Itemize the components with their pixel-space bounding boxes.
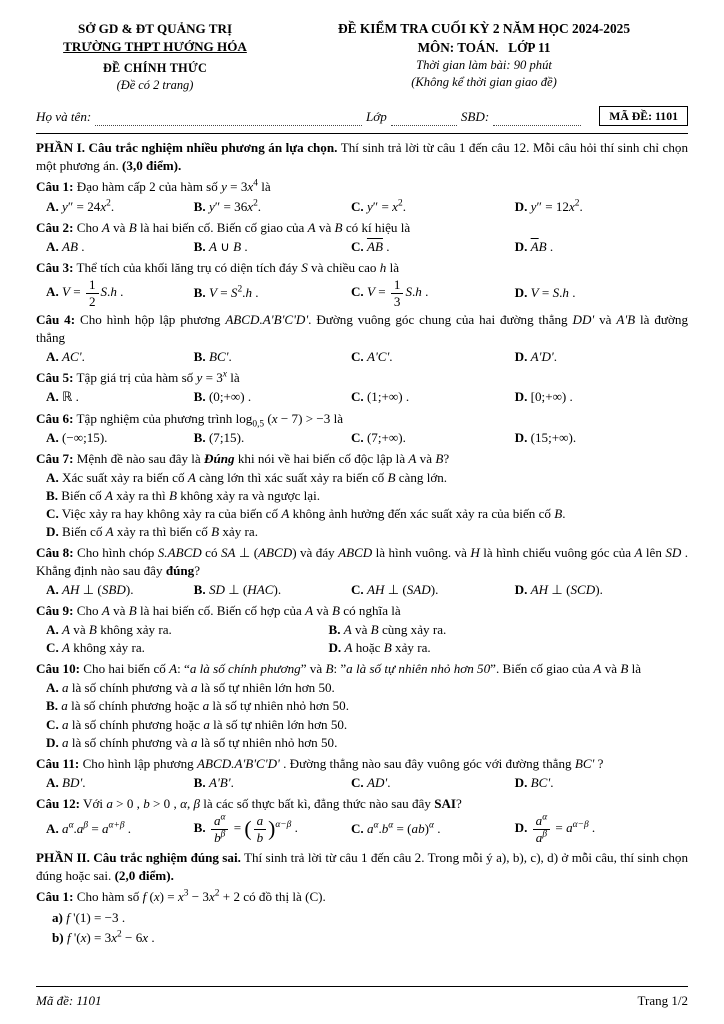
answer-option: C. A'C'.: [350, 349, 393, 365]
answer-option: B. SD ⊥ (HAC).: [193, 582, 282, 598]
options-row: [36, 469, 688, 541]
class-label: Lớp: [365, 109, 387, 125]
question: [36, 602, 688, 657]
answer-option: A. (−∞;15).: [46, 429, 108, 445]
question-number: Câu 7:: [36, 450, 74, 466]
options-row: [36, 814, 688, 844]
answer-option: C. A không xảy ra.: [46, 640, 145, 656]
question: [36, 369, 688, 406]
part2-points: (2,0 điểm).: [114, 868, 174, 884]
duration-line: Thời gian làm bài: 90 phút: [416, 57, 552, 72]
footer-exam-code: Mã đề: 1101: [36, 993, 102, 1009]
question-stem: Câu 12: Với a > 0 , b > 0 , α, β là các số thực bất kì, đẳng thức nào sau đây SAI?: [36, 795, 462, 811]
exam-code-box: MÃ ĐỀ: 1101: [599, 106, 688, 126]
answer-option: B. A ∪ B .: [193, 238, 248, 254]
question-number: Câu 6:: [36, 410, 74, 426]
options-row: [36, 278, 688, 308]
subject-line: MÔN: TOÁN. LỚP 11: [417, 39, 551, 55]
question-number: Câu 4:: [36, 312, 76, 328]
options-row: [36, 621, 688, 657]
answer-option: C. AD'.: [350, 774, 391, 790]
question-number: Câu 2:: [36, 219, 74, 235]
question: [36, 259, 688, 309]
answer-option: B. a là số chính phương hoặc a là số tự nhiên nhỏ hơn 50.: [46, 698, 349, 714]
question-number: Câu 11:: [36, 755, 80, 771]
question: [36, 544, 688, 599]
school-name: TRƯỜNG THPT HƯỚNG HÓA: [63, 39, 247, 55]
part2-questions: [36, 888, 688, 946]
duration-note: (Không kể thời gian giao đề): [411, 75, 557, 90]
answer-option: B. $V = S^2.h$ .: [193, 284, 259, 300]
answer-option: D. A hoặc B xảy ra.: [328, 640, 431, 656]
page-footer: [36, 986, 688, 1010]
answer-option: B. $\frac{a^\alpha}{b^\beta}$ = ( $\frac{a}{b}$ )$^{\alpha-\beta}$ .: [193, 812, 298, 845]
answer-option: C. $a^\alpha.b^\alpha = (ab)^\alpha$ .: [350, 820, 441, 837]
question-stem: Câu 6: Tập nghiệm của phương trình $\log_{0,5} (x - 7) > -3$ là: [36, 410, 344, 430]
part1-questions: [36, 178, 688, 844]
question-stem: Câu 5: Tập giá trị của hàm số $y = 3^x$ là: [36, 370, 240, 386]
answer-option: C. (1;+∞) .: [350, 389, 410, 405]
class-fill-line: [391, 112, 457, 126]
header-right-block: [280, 20, 688, 94]
options-row: [36, 388, 688, 406]
page-count-note: (Đề có 2 trang): [116, 77, 194, 92]
question-stem: Câu 1: Đạo hàm cấp 2 của hàm số $y = 3x^4$ là: [36, 179, 271, 195]
answer-option: B. A và B cùng xảy ra.: [328, 622, 447, 638]
part1-points: (3,0 điểm).: [122, 158, 182, 174]
question-number: Câu 1:: [36, 179, 74, 195]
options-row: [36, 429, 688, 447]
question-number: Câu 10:: [36, 661, 81, 677]
answer-option: B. $y'' = 36x^2$.: [193, 198, 262, 214]
question-stem: Câu 4: Cho hình hộp lập phương ABCD.A'B'C'D'. Đường vuông góc chung của hai đường thẳng DD' và A'B là đường thẳng: [36, 312, 688, 346]
question-stem: Câu 10: Cho hai biến cố A: “a là số chính phương” và B: ”a là số tự nhiên nhỏ hơn 50”. Biến cố giao của A và B là: [36, 661, 642, 677]
answer-option: C. Việc xảy ra hay không xảy ra của biến cố A không ảnh hưởng đến xác suất xảy ra của biến cố B.: [46, 505, 566, 521]
question-number: Câu 3:: [36, 259, 74, 275]
sbd-label: SBD:: [460, 109, 490, 125]
question-stem: Câu 2: Cho A và B là hai biến cố. Biến cố giao của A và B có kí hiệu là: [36, 219, 411, 235]
question-number: Câu 9:: [36, 603, 74, 619]
question-stem: Câu 3: Thể tích của khối lăng trụ có diện tích đáy S và chiều cao h là: [36, 259, 400, 275]
answer-option: A. AC'.: [46, 349, 85, 365]
answer-option: B. (0;+∞) .: [193, 389, 252, 405]
part2-header: [36, 849, 688, 885]
statement-item: b) f '$(x) = 3x^2 - 6x$ .: [52, 929, 155, 945]
answer-option: B. Biến cố A xảy ra thì B không xảy ra và ngược lại.: [46, 487, 321, 503]
options-row: [36, 774, 688, 792]
options-row: [36, 348, 688, 366]
question-stem: Câu 8: Cho hình chóp S.ABCD có SA ⊥ (ABCD) và đáy ABCD là hình vuông. và H là hình chiếu vuông góc của A lên SD . Khẳng định nào sau đây đúng?: [36, 544, 689, 579]
answer-option: D. V = S.h .: [514, 284, 576, 300]
question: [36, 795, 688, 845]
answer-option: C. $\overline{AB}$ .: [350, 238, 390, 254]
answer-option: A. V = $\frac{1}{2}$ S.h .: [46, 276, 124, 309]
answer-option: A. BD'.: [46, 774, 86, 790]
answer-option: D. Biến cố A xảy ra thì biến cố B xảy ra.: [46, 523, 259, 539]
answer-option: D. $\overline{A}B$ .: [514, 238, 554, 254]
answer-option: A. $y'' = 24x^2$.: [46, 198, 115, 214]
part2-desc: Thí sinh trả lời từ câu 1 đến câu 2. Trong mỗi ý a), b), c), d) ở mỗi câu, thí sinh chọn đúng hoặc sai.: [36, 850, 688, 884]
answer-option: B. A'B'.: [193, 774, 234, 790]
options-row: [36, 581, 688, 599]
question: [36, 888, 688, 946]
sbd-fill-line: [493, 112, 581, 126]
question-number: Câu 12:: [36, 795, 81, 811]
answer-option: D. BC'.: [514, 774, 554, 790]
part1-desc: Thí sinh trả lời từ câu 1 đến câu 12. Mỗi câu hỏi thí sinh chỉ chọn một phương án.: [36, 140, 688, 174]
question-stem: Câu 7: Mệnh đề nào sau đây là Đúng khi nói về hai biến cố độc lập là A và B?: [36, 450, 450, 466]
answer-option: A. AH ⊥ (SBD).: [46, 582, 134, 598]
question: [36, 311, 688, 366]
student-info-row: [36, 106, 688, 128]
department-name: SỞ GD & ĐT QUẢNG TRỊ: [77, 21, 233, 36]
options-row: [36, 198, 688, 216]
footer-page-number: Trang 1/2: [637, 993, 688, 1009]
answer-option: D. a là số chính phương và a là số tự nhiên nhỏ hơn 50.: [46, 734, 338, 750]
answer-option: C. V = $\frac{1}{3}$ S.h .: [350, 276, 429, 309]
question-number: Câu 8:: [36, 544, 74, 560]
answer-option: A. $a^\alpha.a^\beta = a^{\alpha+\beta}$ .: [46, 820, 132, 837]
question-stem: Câu 9: Cho A và B là hai biến cố. Biến cố hợp của A và B có nghĩa là: [36, 603, 401, 619]
options-row: [36, 238, 688, 256]
name-label: Họ và tên:: [36, 109, 92, 125]
answer-option: D. $y'' = 12x^2$.: [514, 198, 583, 214]
answer-option: C. a là số chính phương hoặc a là số tự nhiên lớn hơn 50.: [46, 716, 348, 732]
question: [36, 755, 688, 792]
answer-option: D. [0;+∞) .: [514, 389, 573, 405]
answer-option: B. (7;15).: [193, 429, 245, 445]
answer-option: A. A và B không xảy ra.: [46, 622, 172, 638]
question-number: Câu 1:: [36, 889, 74, 905]
answer-option: A. ℝ .: [46, 389, 79, 405]
question: [36, 219, 688, 256]
question: [36, 178, 688, 215]
question-stem: Câu 1: Cho hàm số f $(x) = x^3 - 3x^2 + 2$ có đồ thị là (C).: [36, 889, 326, 905]
question: [36, 410, 688, 447]
answer-option: C. $y'' = x^2$.: [350, 198, 406, 214]
statement-item: a) f '(1) = −3 .: [52, 909, 126, 925]
answer-option: C. AH ⊥ (SAD).: [350, 582, 439, 598]
answer-option: D. $\frac{a^\alpha}{a^\beta}$ = $a^{\alpha-\beta}$ .: [514, 812, 596, 845]
answer-option: A. a là số chính phương và a là số tự nhiên lớn hơn 50.: [46, 680, 335, 696]
exam-title: ĐỀ KIỂM TRA CUỐI KỲ 2 NĂM HỌC 2024-2025: [337, 21, 631, 36]
answer-option: C. (7;+∞).: [350, 429, 406, 445]
header-left-block: [36, 20, 274, 94]
official-exam-label: ĐỀ CHÍNH THỨC: [102, 61, 208, 76]
question-stem: Câu 11: Cho hình lập phương ABCD.A'B'C'D' . Đường thẳng nào sau đây vuông góc với đường thẳng BC' ?: [36, 755, 604, 771]
question: [36, 450, 688, 541]
question: [36, 660, 688, 751]
header-divider: [36, 133, 688, 134]
answer-option: D. A'D'.: [514, 349, 557, 365]
answer-option: D. (15;+∞).: [514, 429, 577, 445]
answer-option: A. AB .: [46, 238, 85, 254]
part1-header: [36, 139, 688, 175]
document-header: [36, 20, 688, 94]
part2-title: PHẦN II. Câu trắc nghiệm đúng sai.: [36, 850, 241, 866]
part1-title: PHẦN I. Câu trắc nghiệm nhiều phương án lựa chọn.: [36, 140, 338, 156]
answer-option: B. BC'.: [193, 349, 232, 365]
answer-option: D. AH ⊥ (SCD).: [514, 582, 603, 598]
name-fill-line: [95, 112, 362, 126]
answer-option: A. Xác suất xảy ra biến cố A càng lớn thì xác suất xảy ra biến cố B càng lớn.: [46, 469, 448, 485]
question-number: Câu 5:: [36, 370, 74, 386]
options-row: [36, 679, 688, 751]
